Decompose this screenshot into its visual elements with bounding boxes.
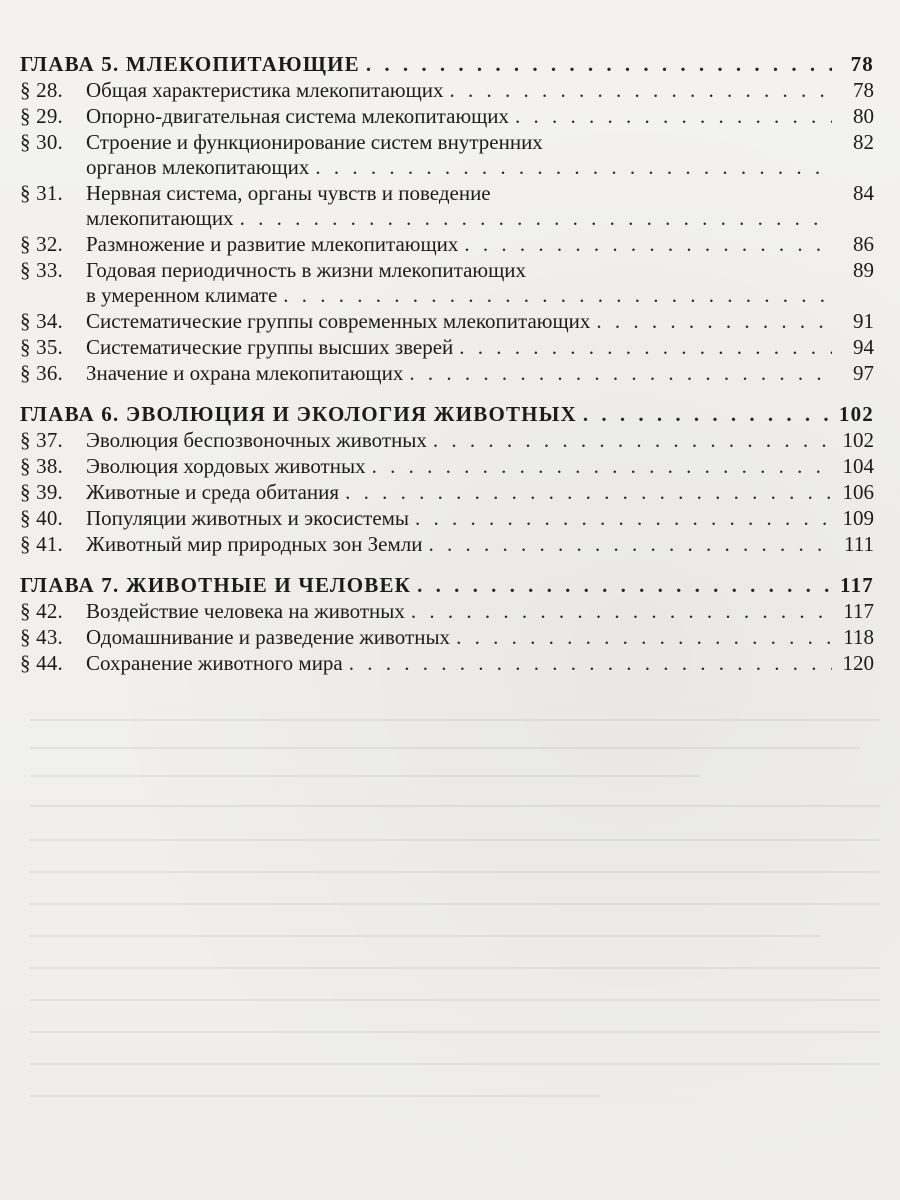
page-number: 102: [842, 428, 874, 452]
chapter-7: [20, 573, 874, 676]
dot-leader: [366, 52, 832, 77]
toc-entry: [20, 625, 874, 650]
section-title: Общая характеристика млекопитающих: [86, 78, 444, 102]
page-number: 89: [853, 258, 874, 282]
page-number: 109: [842, 506, 874, 530]
dot-leader: [450, 78, 832, 103]
toc-entry: [20, 78, 874, 103]
toc-entry: [20, 428, 874, 453]
dot-leader: [372, 454, 832, 479]
toc-entry: [20, 454, 874, 479]
section-title-line: Нервная система, органы чувств и поведение: [86, 181, 491, 205]
toc-entry: [20, 532, 874, 557]
chapter-title: ГЛАВА 6. ЭВОЛЮЦИЯ И ЭКОЛОГИЯ ЖИВОТНЫХ: [20, 402, 577, 426]
page-number: 82: [853, 130, 874, 154]
page-number: 104: [842, 454, 874, 478]
dot-leader: [429, 532, 832, 557]
section-number: § 31.: [20, 181, 63, 205]
section-number: § 37.: [20, 428, 63, 452]
toc-entry: [20, 599, 874, 624]
section-title-line: млекопитающих: [86, 206, 234, 230]
dot-leader: [315, 155, 832, 180]
toc-entry: [20, 506, 874, 531]
section-number: § 29.: [20, 104, 63, 128]
dot-leader: [417, 573, 832, 598]
section-number: § 30.: [20, 130, 63, 154]
chapter-title: ГЛАВА 7. ЖИВОТНЫЕ И ЧЕЛОВЕК: [20, 573, 412, 597]
dot-leader: [349, 651, 832, 676]
toc-entry: [20, 258, 874, 308]
section-title: Воздействие человека на животных: [86, 599, 405, 623]
toc-entry: [20, 130, 874, 180]
page-number: 120: [842, 651, 874, 675]
section-number: § 40.: [20, 506, 63, 530]
section-title: Эволюция хордовых животных: [86, 454, 366, 478]
section-title-line: Строение и функционирование систем внутренних: [86, 130, 543, 154]
chapter-5: [20, 52, 874, 386]
section-title: Популяции животных и экосистемы: [86, 506, 410, 530]
dot-leader: [240, 206, 832, 231]
chapter-6: [20, 402, 874, 557]
section-title: Размножение и развитие млекопитающих: [86, 232, 459, 256]
toc-entry: [20, 181, 874, 231]
page-number: 84: [853, 181, 874, 205]
toc-entry: [20, 309, 874, 334]
toc-entry: [20, 480, 874, 505]
dot-leader: [515, 104, 832, 129]
page-number: 86: [853, 232, 874, 256]
section-title: Систематические группы высших зверей: [86, 335, 454, 359]
page-number: 117: [843, 599, 874, 623]
section-title: Животный мир природных зон Земли: [86, 532, 423, 556]
chapter-heading: [20, 573, 874, 598]
section-number: § 33.: [20, 258, 63, 282]
page-number: 78: [850, 52, 874, 76]
page-number: 117: [840, 573, 874, 597]
section-title: Эволюция беспозвоночных животных: [86, 428, 427, 452]
section-title-line: органов млекопитающих: [86, 155, 310, 179]
section-number: § 42.: [20, 599, 63, 623]
chapter-heading: [20, 52, 874, 77]
dot-leader: [415, 506, 832, 531]
section-title-line: в умеренном климате: [86, 283, 278, 307]
section-number: § 39.: [20, 480, 63, 504]
section-number: § 44.: [20, 651, 63, 675]
toc-entry: [20, 651, 874, 676]
section-number: § 38.: [20, 454, 63, 478]
section-title: Систематические группы современных млекопитающих: [86, 309, 591, 333]
chapter-title: ГЛАВА 5. МЛЕКОПИТАЮЩИЕ: [20, 52, 360, 76]
toc-entry: [20, 104, 874, 129]
dot-leader: [409, 361, 832, 386]
page-number: 91: [853, 309, 874, 333]
dot-leader: [283, 283, 832, 308]
section-number: § 35.: [20, 335, 63, 359]
section-number: § 28.: [20, 78, 63, 102]
section-number: § 43.: [20, 625, 63, 649]
page-number: 97: [853, 361, 874, 385]
section-title: Значение и охрана млекопитающих: [86, 361, 404, 385]
dot-leader: [464, 232, 832, 257]
dot-leader: [596, 309, 832, 334]
page-number: 78: [853, 78, 874, 102]
section-title: Одомашнивание и разведение животных: [86, 625, 451, 649]
toc-entry: [20, 335, 874, 360]
section-title-line: Годовая периодичность в жизни млекопитающих: [86, 258, 526, 282]
dot-leader: [411, 599, 832, 624]
section-title: Сохранение животного мира: [86, 651, 343, 675]
page-number: 111: [844, 532, 874, 556]
table-of-contents: [20, 52, 874, 692]
page-number: 80: [853, 104, 874, 128]
dot-leader: [345, 480, 832, 505]
section-number: § 41.: [20, 532, 63, 556]
section-number: § 32.: [20, 232, 63, 256]
page-number: 118: [843, 625, 874, 649]
toc-entry: [20, 361, 874, 386]
page-number: 106: [842, 480, 874, 504]
toc-entry: [20, 232, 874, 257]
section-number: § 34.: [20, 309, 63, 333]
section-title: Животные и среда обитания: [86, 480, 340, 504]
section-number: § 36.: [20, 361, 63, 385]
dot-leader: [456, 625, 832, 650]
page-number: 102: [838, 402, 874, 426]
chapter-heading: [20, 402, 874, 427]
section-title: Опорно-двигательная система млекопитающих: [86, 104, 510, 128]
dot-leader: [459, 335, 832, 360]
page-number: 94: [853, 335, 874, 359]
dot-leader: [433, 428, 832, 453]
dot-leader: [583, 402, 832, 427]
